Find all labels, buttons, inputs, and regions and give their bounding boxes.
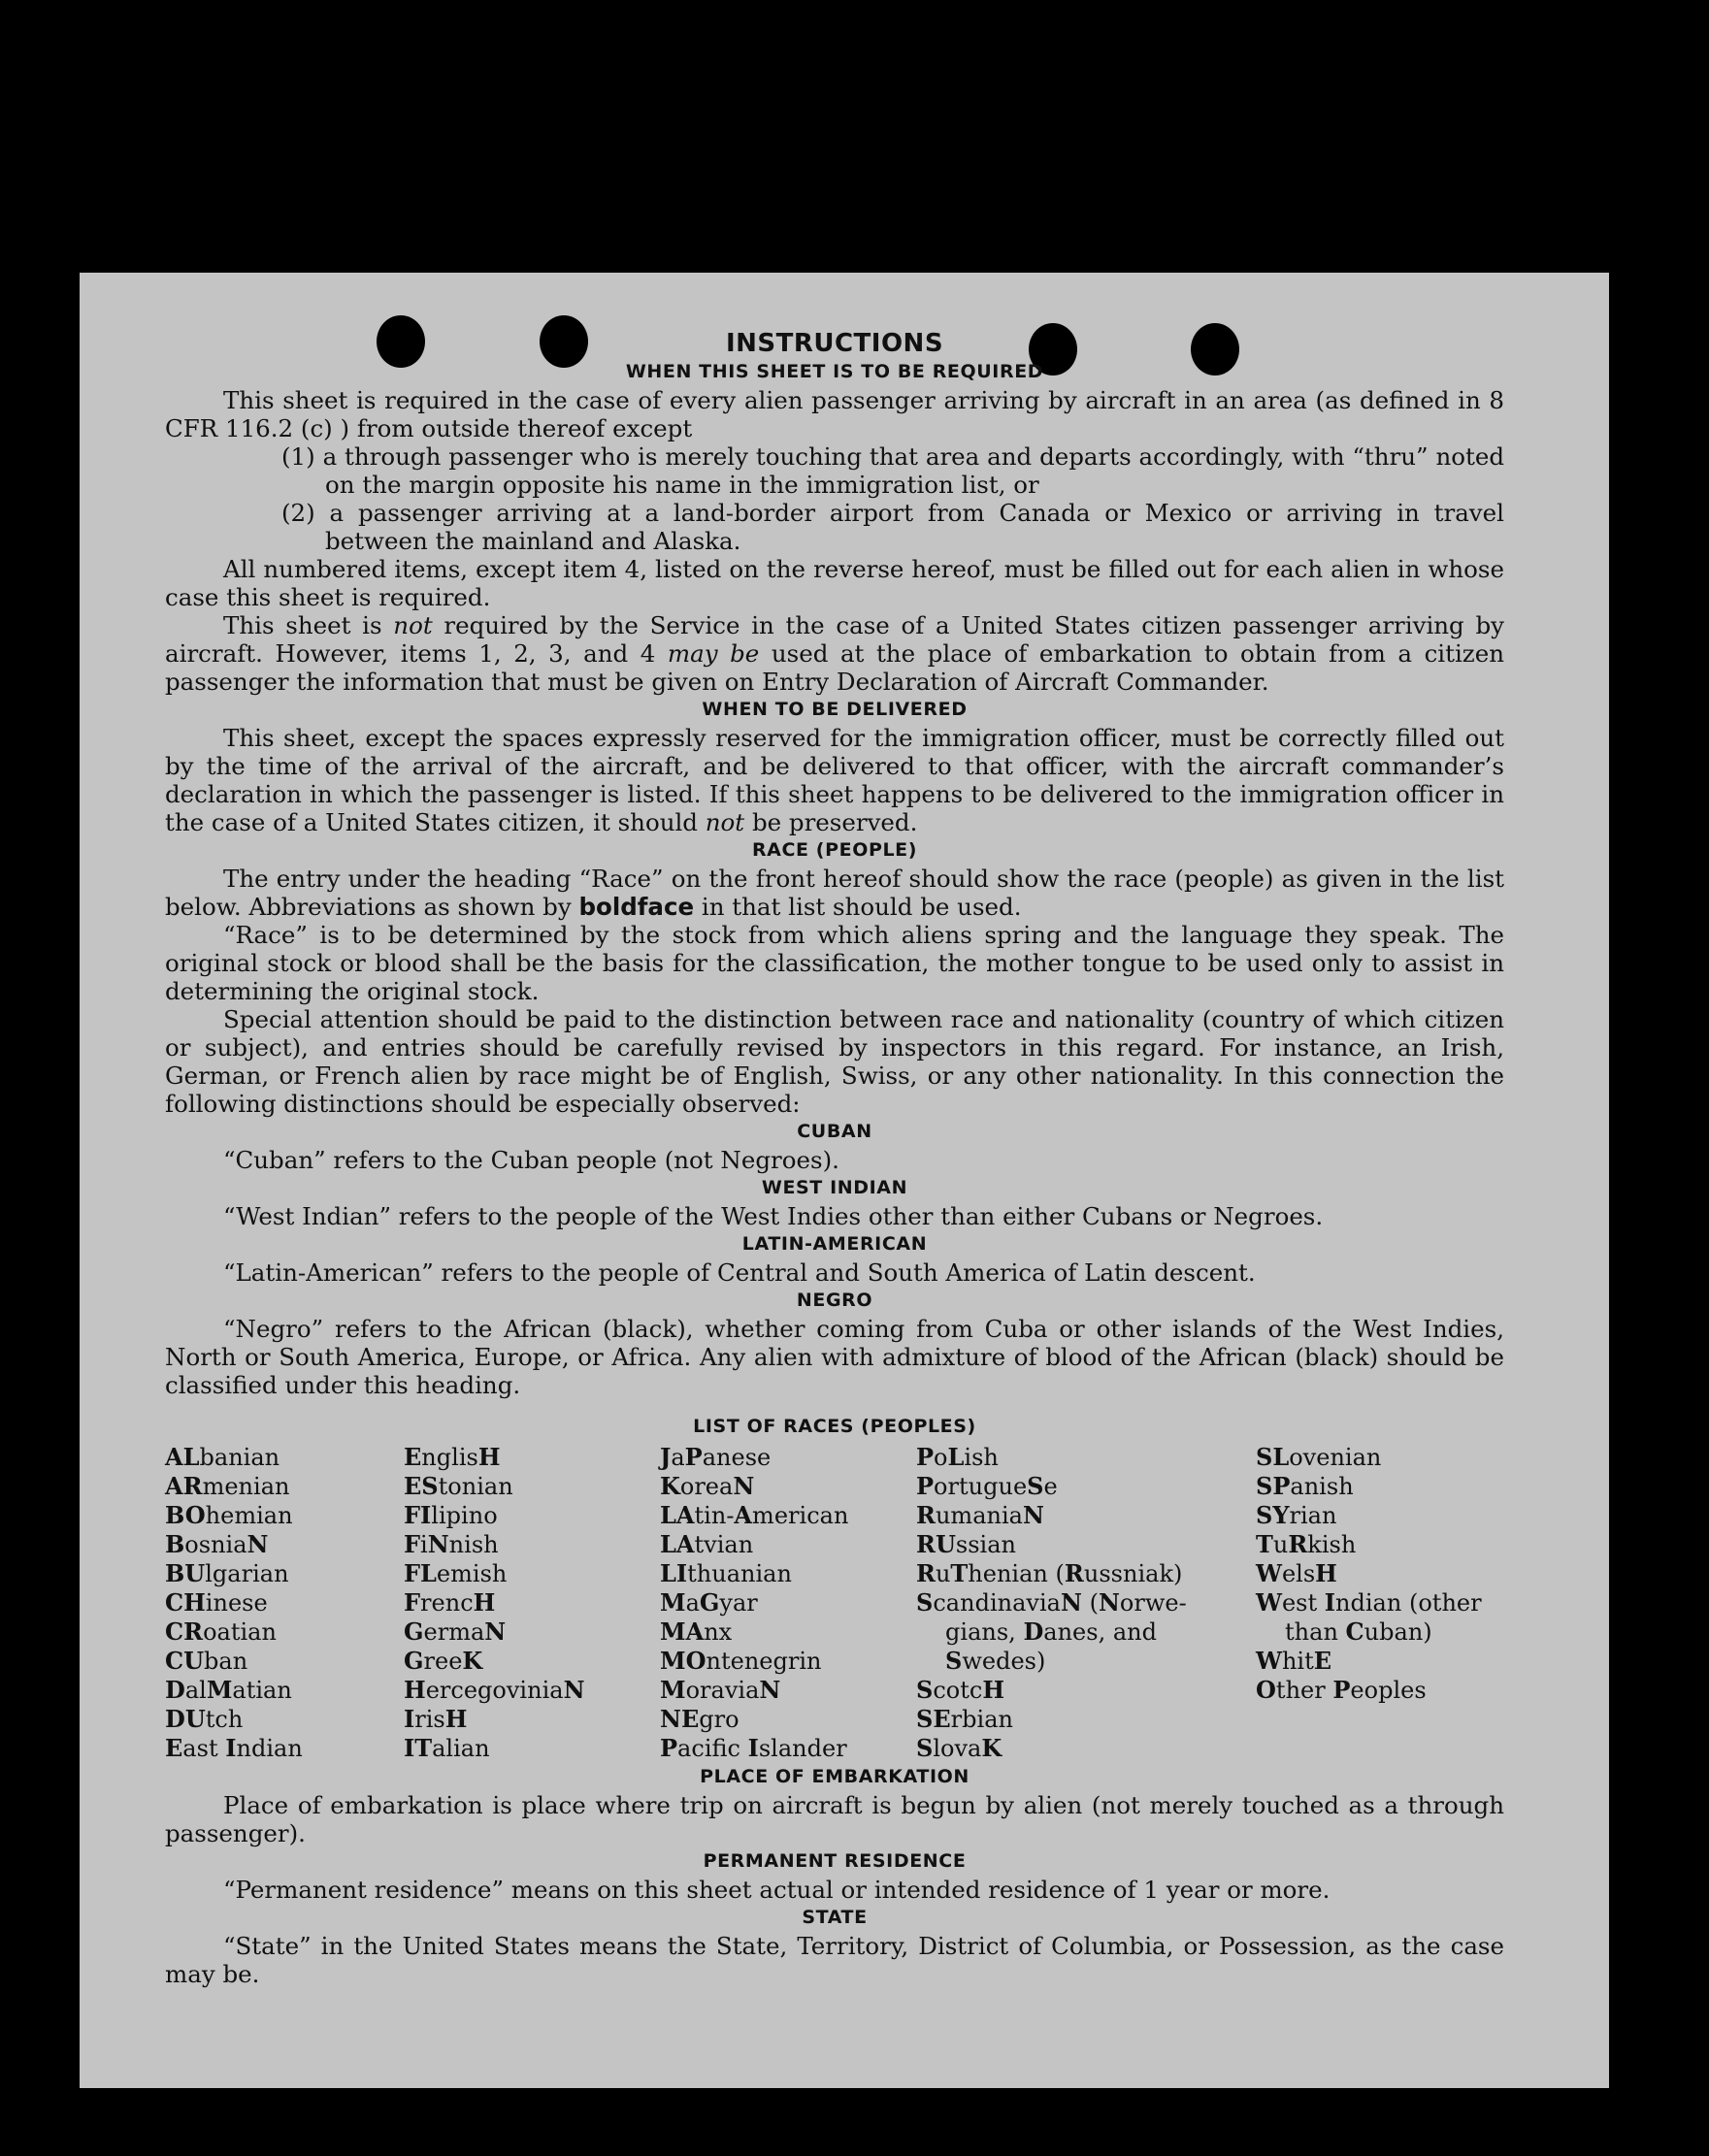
race-item: East Indian xyxy=(165,1734,303,1762)
race-item: GreeK xyxy=(404,1647,483,1675)
race-item: FIlipino xyxy=(404,1501,498,1529)
race-item: WelsH xyxy=(1256,1559,1337,1587)
race-item: PoLish xyxy=(916,1443,999,1471)
paragraph-required: This sheet is required in the case of every alien passenger arriving by aircraft in an area (as defined in 8 CFR 116.2 (c) ) from outside thereof except xyxy=(165,386,1504,442)
instructions-content xyxy=(165,329,1504,1988)
heading-permanent-residence: PERMANENT RESIDENCE xyxy=(703,1850,967,1872)
heading-cuban: CUBAN xyxy=(797,1121,872,1142)
text-west-indian: “West Indian” refers to the people of the West Indies other than either Cubans or Negroes. xyxy=(223,1202,1324,1230)
race-item: HercegoviniaN xyxy=(404,1676,585,1704)
text-state: “State” in the United States means the State, Territory, District of Columbia, or Possession, as the case may be. xyxy=(165,1932,1504,1988)
race-item: SYrian xyxy=(1256,1501,1337,1529)
race-item: IrisH xyxy=(404,1705,468,1733)
race-item: RumaniaN xyxy=(916,1501,1044,1529)
race-item: LIthuanian xyxy=(660,1559,792,1587)
races-column-1 xyxy=(165,1443,404,1763)
race-item: MaGyar xyxy=(660,1588,758,1617)
race-item: MAnx xyxy=(660,1617,733,1646)
race-item: MOntenegrin xyxy=(660,1647,822,1675)
heading-place-of-embarkation: PLACE OF EMBARKATION xyxy=(700,1766,970,1787)
race-item: Swedes) xyxy=(945,1647,1046,1675)
exception-item-2: (2) a passenger arriving at a land-border airport from Canada or Mexico or arriving in travel between the mainland and Alaska. xyxy=(281,499,1504,555)
race-item: ARmenian xyxy=(165,1472,290,1500)
instructions-title: INSTRUCTIONS xyxy=(725,329,944,358)
race-item: RuThenian (Russniak) xyxy=(916,1559,1183,1587)
text-permanent-residence: “Permanent residence” means on this sheet actual or intended residence of 1 year or more. xyxy=(223,1876,1331,1904)
race-item: SLovenian xyxy=(1256,1443,1382,1471)
paragraph-citizen: This sheet is not required by the Service in the case of a United States citizen passenger arriving by aircraft. However, items 1, 2, 3, and 4 may be used at the place of embarkation to obtain from a citizen passenger the information that must be given on Entry Declaration of Aircraft Commander. xyxy=(165,611,1504,696)
race-item: SlovaK xyxy=(916,1734,1002,1762)
race-item: EnglisH xyxy=(404,1443,501,1471)
races-list xyxy=(165,1443,1504,1763)
race-item: EStonian xyxy=(404,1472,513,1500)
paragraph-race-entry: The entry under the heading “Race” on the front hereof should show the race (people) as given in the list below. Abbreviations as shown by boldface in that list should be used. xyxy=(165,865,1504,921)
race-item: LAtin-American xyxy=(660,1501,849,1529)
race-item: than Cuban) xyxy=(1285,1617,1432,1646)
race-item: LAtvian xyxy=(660,1530,754,1558)
race-item: DUtch xyxy=(165,1705,244,1733)
race-item: WhitE xyxy=(1256,1647,1332,1675)
document-sheet xyxy=(80,273,1609,2088)
race-item: ALbanian xyxy=(165,1443,280,1471)
race-item: FLemish xyxy=(404,1559,508,1587)
paragraph-delivered: This sheet, except the spaces expressly reserved for the immigration officer, must be correctly filled out by the time of the arrival of the aircraft, and be delivered to that officer, with the aircraft commander’s declaration in which the passenger is listed. If this sheet happens to be delivered to the immigration officer in the case of a United States citizen, it should not be preserved. xyxy=(165,724,1504,836)
heading-west-indian: WEST INDIAN xyxy=(761,1177,908,1198)
race-item: TuRkish xyxy=(1256,1530,1357,1558)
race-item: RUssian xyxy=(916,1530,1017,1558)
heading-latin-american: LATIN-AMERICAN xyxy=(741,1233,928,1255)
race-item: Pacifc Islander xyxy=(660,1734,847,1762)
race-item: MoraviaN xyxy=(660,1676,781,1704)
race-item: GermaN xyxy=(404,1617,507,1646)
text-place-of-embarkation: Place of embarkation is place where trip on aircraft is begun by alien (not merely touched as a through passenger). xyxy=(165,1791,1504,1847)
race-item: NEgro xyxy=(660,1705,739,1733)
exception-item-1: (1) a through passenger who is merely touching that area and departs accordingly, with “thru” noted on the margin opposite his name in the immigration list, or xyxy=(281,442,1504,499)
race-item: ScandinaviaN (Norwe- xyxy=(916,1588,1187,1617)
text-cuban: “Cuban” refers to the Cuban people (not Negroes). xyxy=(223,1146,839,1174)
race-item: ScotcH xyxy=(916,1676,1005,1704)
race-item: DalMatian xyxy=(165,1676,292,1704)
races-column-3 xyxy=(660,1443,916,1763)
race-item: CRoatian xyxy=(165,1617,277,1646)
race-item: West Indian (other xyxy=(1256,1588,1482,1617)
race-item: CHinese xyxy=(165,1588,268,1617)
section-heading-delivered: WHEN TO BE DELIVERED xyxy=(702,699,968,720)
heading-negro: NEGRO xyxy=(796,1290,873,1311)
races-column-2 xyxy=(404,1443,660,1763)
section-heading-race: RACE (PEOPLE) xyxy=(751,839,918,861)
race-item: BOhemian xyxy=(165,1501,293,1529)
race-item: JaPanese xyxy=(660,1443,772,1471)
paragraph-race-stock: “Race” is to be determined by the stock from which aliens spring and the language they speak. The original stock or blood shall be the basis for the classification, the mother tongue to be used only to assist in determining the original stock. xyxy=(165,921,1504,1005)
text-negro: “Negro” refers to the African (black), whether coming from Cuba or other islands of the West Indies, North or South America, Europe, or Africa. Any alien with admixture of blood of the African (black) should be classified under this heading. xyxy=(165,1315,1504,1399)
heading-list-of-races: LIST OF RACES (PEOPLES) xyxy=(693,1416,976,1437)
race-item: KoreaN xyxy=(660,1472,755,1500)
text-latin-american: “Latin-American” refers to the people of Central and South America of Latin descent. xyxy=(223,1258,1256,1287)
paragraph-numbered-items: All numbered items, except item 4, listed on the reverse hereof, must be filled out for each alien in whose case this sheet is required. xyxy=(165,555,1504,611)
section-heading-required: WHEN THIS SHEET IS TO BE REQUIRED xyxy=(625,361,1044,382)
heading-state: STATE xyxy=(802,1907,868,1928)
race-item: FrencH xyxy=(404,1588,496,1617)
race-item: SErbian xyxy=(916,1705,1013,1733)
race-item: BosniaN xyxy=(165,1530,269,1558)
races-column-5 xyxy=(1256,1443,1504,1763)
race-item: SPanish xyxy=(1256,1472,1354,1500)
paragraph-race-nationality: Special attention should be paid to the distinction between race and nationality (country of which citizen or subject), and entries should be carefully revised by inspectors in this regard. For instance, an Irish, German, or French alien by race might be of English, Swiss, or any other nationality. In this connection the following distinctions should be especially observed: xyxy=(165,1005,1504,1118)
race-item: gians, Danes, and xyxy=(945,1617,1158,1646)
race-item: Other Peoples xyxy=(1256,1676,1427,1704)
races-column-4 xyxy=(916,1443,1256,1763)
race-item: ITalian xyxy=(404,1734,490,1762)
race-item: PortugueSe xyxy=(916,1472,1058,1500)
race-item: CUban xyxy=(165,1647,248,1675)
race-item: BUlgarian xyxy=(165,1559,289,1587)
race-item: FiNnish xyxy=(404,1530,499,1558)
